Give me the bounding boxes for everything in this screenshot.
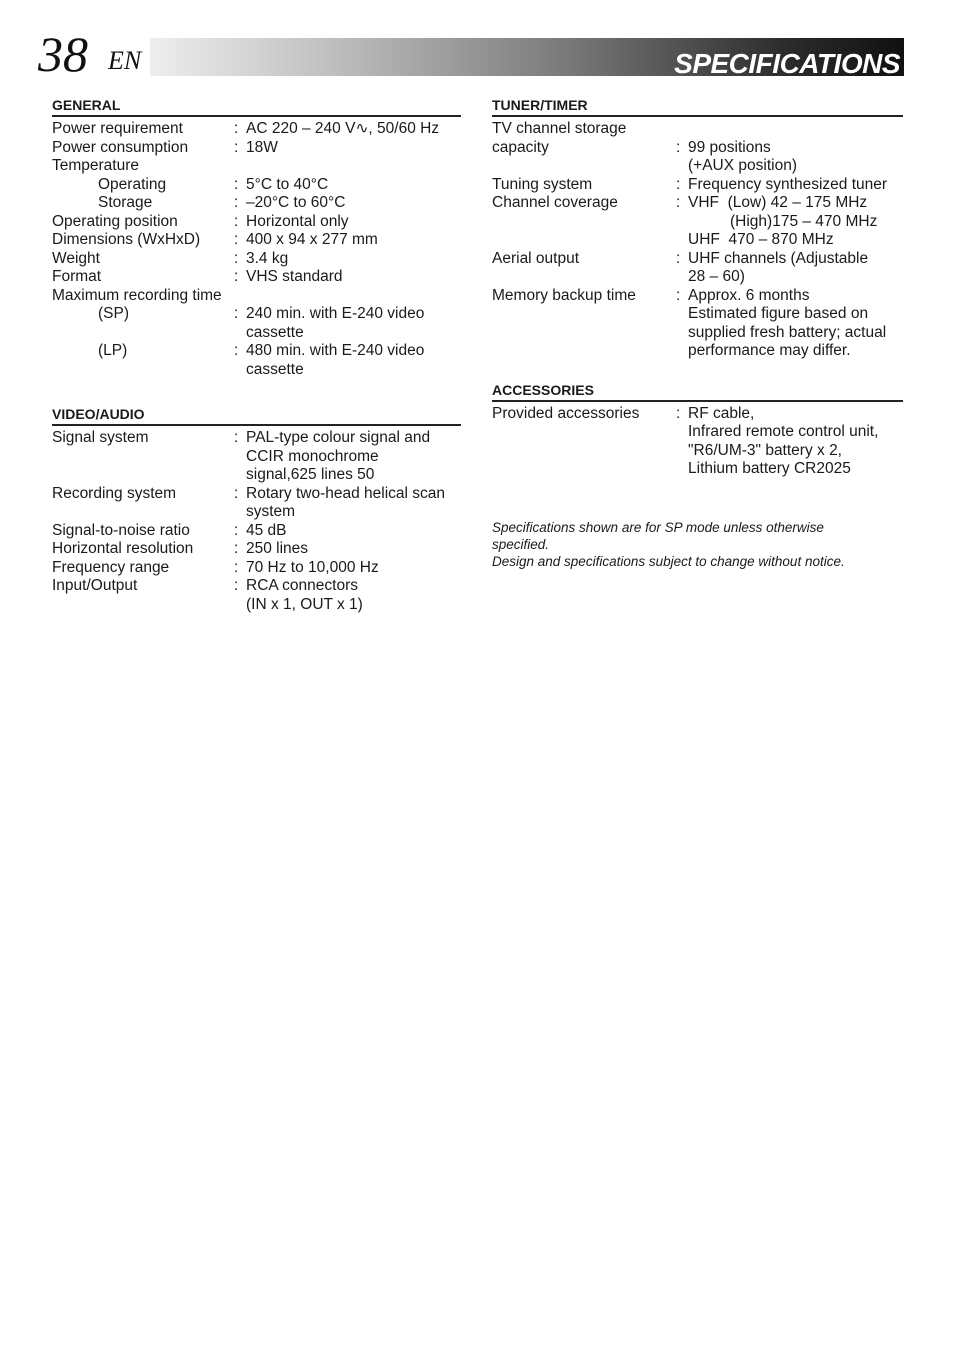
spec-value: Frequency synthesized tuner [688, 175, 888, 193]
footnote-line: specified. [492, 536, 550, 552]
tuner-timer-section [492, 96, 903, 361]
spec-row: Power consumption : 18W [52, 139, 461, 158]
spec-value-continued: signal,625 lines 50 [246, 466, 375, 483]
spec-row: Aerial output : UHF channels (Adjustable 28 – 60) [492, 250, 903, 287]
spec-row: Operating : 5°C to 40°C [52, 176, 461, 195]
title-bar [150, 38, 904, 79]
spec-value: 3.4 kg [246, 249, 289, 267]
spec-value-continued: system [246, 503, 296, 520]
spec-row: Dimensions (WxHxD) : 400 x 94 x 277 mm [52, 231, 461, 250]
spec-label: Format [52, 268, 102, 285]
spec-label: Horizontal resolution [52, 540, 194, 557]
spec-row [52, 157, 461, 176]
language-label: EN [108, 46, 142, 75]
section-heading: ACCESSORIES [492, 381, 903, 402]
spec-label: Operating [98, 175, 167, 193]
spec-row: Signal system : PAL-type colour signal and CCIR monochrome signal,625 lines 50 [52, 429, 461, 485]
spec-value: 99 positions [688, 138, 771, 156]
spec-value-continued: supplied fresh battery; actual [688, 323, 887, 341]
spec-row: Provided accessories : RF cable, Infrared remote control unit, "R6/UM-3" battery x 2, Lithium battery CR2025 [492, 405, 903, 479]
spec-value-continued: cassette [246, 360, 304, 378]
spec-row: Format : VHS standard [52, 268, 461, 287]
spec-label: Input/Output [52, 577, 138, 594]
section-heading: GENERAL [52, 96, 461, 117]
spec-row: (LP) : 480 min. with E-240 video cassette [52, 342, 461, 379]
spec-row: Horizontal resolution : 250 lines [52, 540, 461, 559]
spec-row: (SP) : 240 min. with E-240 video cassette [52, 305, 461, 342]
spec-value-continued: (IN x 1, OUT x 1) [246, 595, 363, 613]
spec-row: Power requirement : AC 220 – 240 V∿, 50/60 Hz [52, 120, 461, 139]
spec-row: Recording system : Rotary two-head helical scan system [52, 485, 461, 522]
spec-value: Rotary two-head helical scan [246, 484, 446, 502]
spec-value: PAL-type colour signal and [246, 429, 431, 446]
spec-row: Operating position : Horizontal only [52, 213, 461, 232]
spec-value-continued: 28 – 60) [688, 268, 745, 285]
spec-value: 45 dB [246, 521, 287, 539]
general-section [52, 96, 461, 379]
spec-value-continued: Infrared remote control unit, [688, 423, 879, 440]
right-column [492, 96, 903, 570]
spec-label: TV channel storage [492, 120, 627, 137]
spec-value: –20°C to 60°C [246, 194, 346, 211]
spec-value-continued: Estimated figure based on [688, 305, 869, 322]
spec-label: Power consumption [52, 138, 189, 156]
spec-value: 240 min. with E-240 video [246, 305, 425, 322]
spec-value-continued: (High)175 – 470 MHz [730, 212, 878, 230]
spec-label: Operating position [52, 212, 178, 230]
spec-row [52, 287, 461, 306]
section-heading: VIDEO/AUDIO [52, 405, 461, 426]
footnote-line: Specifications shown are for SP mode unless otherwise [492, 519, 824, 535]
spec-value-continued: "R6/UM-3" battery x 2, [688, 441, 842, 459]
spec-row: Signal-to-noise ratio : 45 dB [52, 522, 461, 541]
spec-label: capacity [492, 138, 549, 156]
spec-label: Recording system [52, 484, 177, 502]
spec-value: RF cable, [688, 404, 755, 422]
spec-value-continued: performance may differ. [688, 342, 851, 359]
spec-value: VHS standard [246, 268, 343, 285]
spec-value: RCA connectors [246, 577, 358, 594]
spec-value: VHF (Low) 42 – 175 MHz [688, 194, 868, 211]
footnote-line: Design and specifications subject to change without notice. [492, 553, 845, 569]
spec-row [492, 120, 903, 139]
spec-row: Frequency range : 70 Hz to 10,000 Hz [52, 559, 461, 578]
spec-value-continued: (+AUX position) [688, 157, 797, 174]
spec-row: Channel coverage : VHF (Low) 42 – 175 MHz (High)175 – 470 MHz UHF 470 – 870 MHz [492, 194, 903, 250]
left-column [52, 96, 461, 640]
spec-label: Storage [98, 194, 153, 211]
footnotes [492, 519, 903, 570]
spec-row: Weight : 3.4 kg [52, 250, 461, 269]
spec-label: (LP) [98, 342, 128, 359]
spec-value: 250 lines [246, 540, 309, 557]
video-audio-section [52, 405, 461, 614]
accessories-section [492, 381, 903, 479]
spec-label: Power requirement [52, 120, 183, 137]
spec-label: Dimensions (WxHxD) [52, 231, 201, 248]
spec-label: Signal-to-noise ratio [52, 521, 190, 539]
spec-label: Provided accessories [492, 404, 640, 422]
spec-label: Tuning system [492, 175, 593, 193]
spec-value: 400 x 94 x 277 mm [246, 231, 378, 248]
spec-row: capacity : 99 positions (+AUX position) [492, 139, 903, 176]
spec-label: Temperature [52, 157, 140, 174]
spec-label: Frequency range [52, 558, 170, 576]
spec-label: (SP) [98, 305, 129, 322]
spec-label: Maximum recording time [52, 286, 222, 304]
spec-value: AC 220 – 240 V∿, 50/60 Hz [246, 120, 440, 137]
spec-label: Channel coverage [492, 194, 618, 211]
spec-label: Weight [52, 249, 100, 267]
page-number: 38 [38, 26, 88, 82]
spec-value: Horizontal only [246, 212, 349, 230]
spec-label: Memory backup time [492, 286, 636, 304]
spec-value: 18W [246, 138, 278, 156]
spec-value: 5°C to 40°C [246, 175, 329, 193]
section-heading: TUNER/TIMER [492, 96, 903, 117]
spec-value: 480 min. with E-240 video [246, 342, 425, 359]
spec-value-continued: cassette [246, 323, 304, 341]
page-header [38, 28, 904, 80]
spec-value: 70 Hz to 10,000 Hz [246, 558, 379, 576]
spec-row: Storage : –20°C to 60°C [52, 194, 461, 213]
spec-label: Aerial output [492, 249, 580, 267]
spec-value-continued: Lithium battery CR2025 [688, 460, 851, 477]
spec-value-continued: UHF 470 – 870 MHz [688, 231, 834, 248]
spec-value: UHF channels (Adjustable [688, 249, 869, 267]
spec-value-continued: CCIR monochrome [246, 447, 379, 465]
spec-row: Memory backup time : Approx. 6 months Estimated figure based on supplied fresh battery; actual performance may differ. [492, 287, 903, 361]
spec-row: Tuning system : Frequency synthesized tuner [492, 176, 903, 195]
page-title: SPECIFICATIONS [674, 48, 900, 79]
spec-value: Approx. 6 months [688, 286, 810, 304]
spec-row: Input/Output : RCA connectors (IN x 1, OUT x 1) [52, 577, 461, 614]
spec-label: Signal system [52, 429, 149, 446]
